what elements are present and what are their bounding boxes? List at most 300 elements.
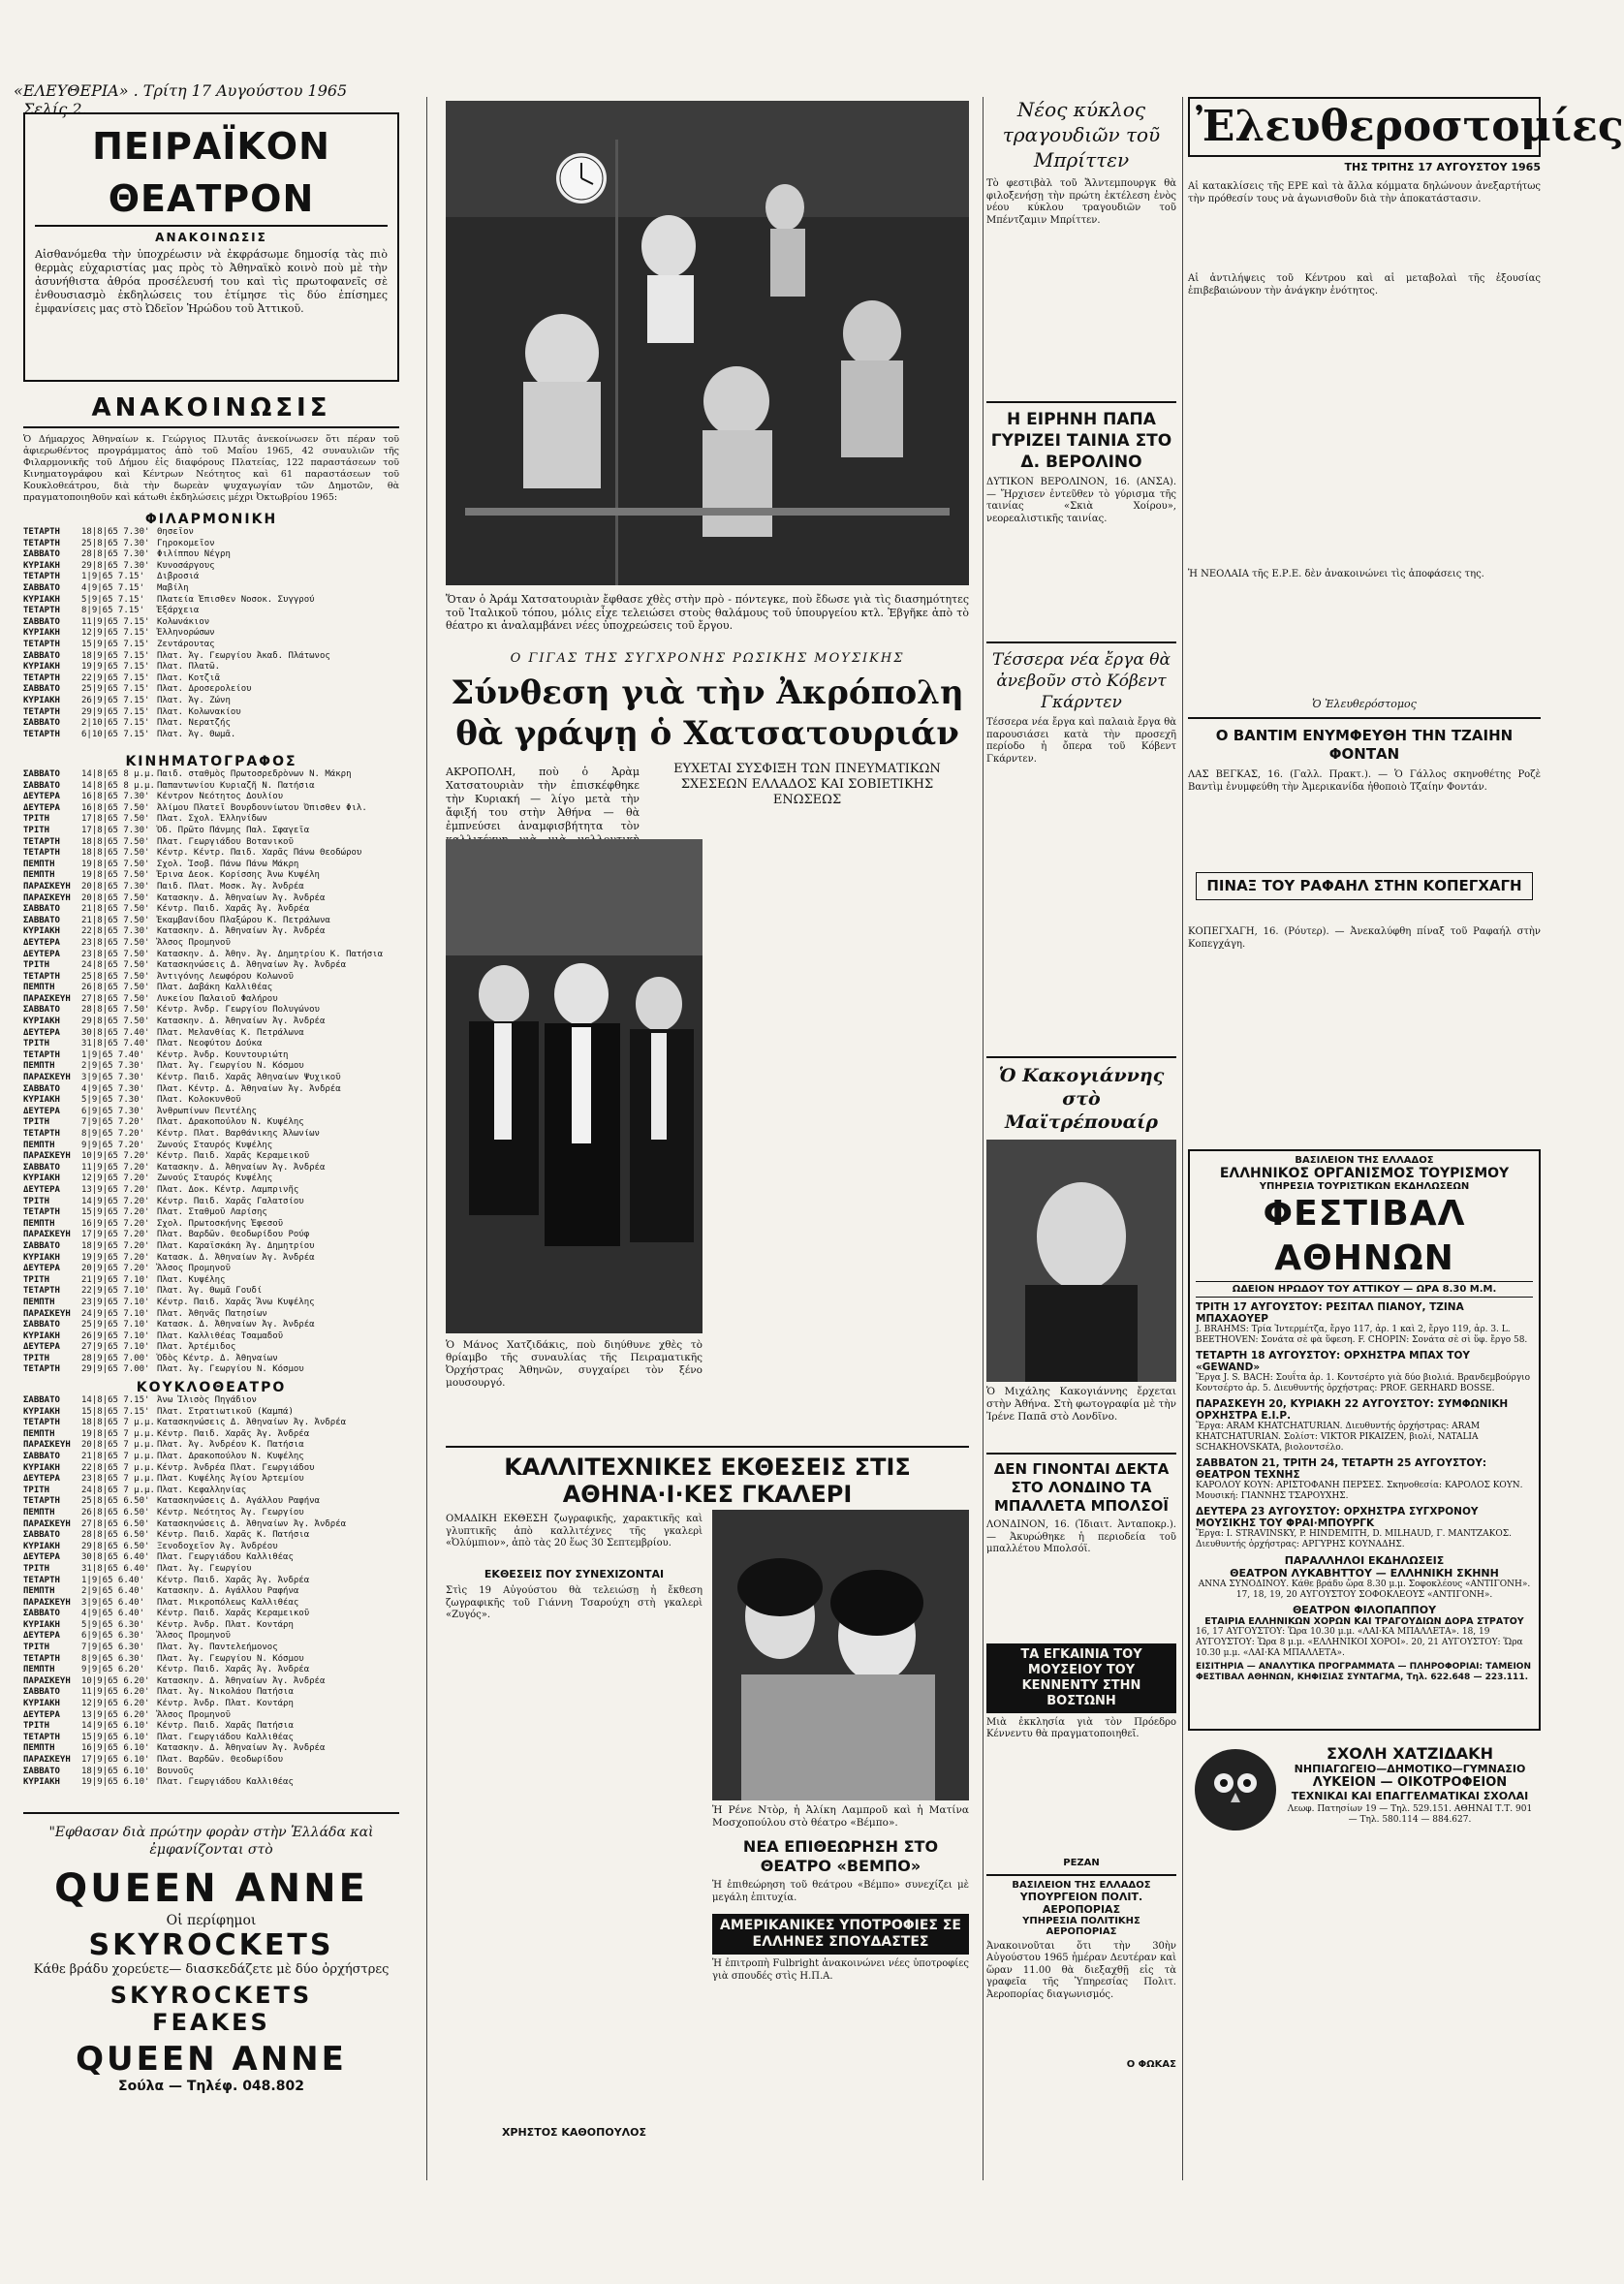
vembo-photo-drawing xyxy=(712,1510,969,1800)
puppet-place: Κέντρ. Παιδ. Χαρᾶς Ἀγ. Ἀνδρέα xyxy=(157,1665,310,1675)
puppet-row xyxy=(23,1452,399,1463)
philharmonic-time: 15|9|65 7.15' xyxy=(81,639,150,649)
cinema-row xyxy=(23,950,399,961)
puppet-time: 15|9|65 6.10' xyxy=(81,1732,150,1742)
festival-event-details: Ἔργα: I. STRAVINSKY, P. HINDEMITH, D. MILHAUD, Γ. ΜΑΝΤΖΑΚΟΣ. Διευθυντής ὀρχήστρας: ΑΡΓΥΡΗΣ ΚΟΥΝΑΔΗΣ. xyxy=(1196,1529,1512,1549)
puppet-row xyxy=(23,1643,399,1654)
puppet-place: Κέντρ. Ἀνδρ. Πλατ. Κοντάρη xyxy=(157,1619,294,1630)
exhibitions-body-2: Στὶς 19 Αὐγούστου θὰ τελειώσῃ ἡ ἔκθεση ζωγραφικῆς τοῦ Γιάννη Τσαρούχη στὴ γκαλερὶ «Ζυγός». xyxy=(446,1585,703,1620)
puppet-place: Κέντρ. Παιδ. Χαρᾶς Πατήσια xyxy=(157,1721,294,1732)
puppet-place: Ἄλσος Προμηνοῦ xyxy=(157,1631,231,1642)
school-line-2: ΛΥΚΕΙΟΝ — ΟΙΚΟΤΡΟΦΕΙΟΝ xyxy=(1312,1775,1508,1790)
eleftherostomies-title: Ἐλευθεροστομίες xyxy=(1196,102,1624,151)
cinema-day: ΔΕΥΤΕΡΑ xyxy=(23,949,60,959)
cinema-day: ΔΕΥΤΕΡΑ xyxy=(23,1027,60,1038)
lycabettus-body: ΑΝΝΑ ΣΥΝΟΔΙΝΟΥ. Κάθε βράδυ ὥρα 8.30 μ.μ. Σοφοκλέους «ΑΝΤΙΓΟΝΗ». xyxy=(1198,1580,1531,1589)
puppet-place: Κέντρ. Παιδ. Χαρᾶς Κεραμεικοῦ xyxy=(157,1609,310,1619)
cinema-day: ΠΕΜΠΤΗ xyxy=(23,1297,55,1307)
puppet-time: 4|9|65 6.40' xyxy=(81,1609,145,1619)
cinema-row xyxy=(23,1151,399,1163)
cinema-place: Πλατ. Κυψέλης xyxy=(157,1274,226,1285)
cinema-place: Πλατ. Ἀγ. Θωμᾶ Γουδί xyxy=(157,1286,263,1297)
puppet-row xyxy=(23,1552,399,1564)
cinema-time: 26|9|65 7.10' xyxy=(81,1330,150,1341)
philharmonic-place: Ἐξάρχεια xyxy=(157,606,200,616)
cinema-day: ΤΡΙΤΗ xyxy=(23,1274,50,1285)
puppet-time: 18|8|65 7 μ.μ. xyxy=(81,1418,155,1428)
cinema-row xyxy=(23,792,399,803)
column-3 xyxy=(986,97,1176,2190)
announcement-title: ΑΝΑΚΟΙΝΩΣΙΣ xyxy=(23,393,399,428)
puppet-day: ΣΑΒΒΑΤΟ xyxy=(23,1766,60,1776)
school-ad xyxy=(1188,1738,1541,1864)
puppet-day: ΠΕΜΠΤΗ xyxy=(23,1665,55,1675)
cinema-day: ΠΑΡΑΣΚΕΥΗ xyxy=(23,892,71,903)
philharmonic-row xyxy=(23,549,399,561)
vembo-photo xyxy=(712,1510,969,1800)
queen-anne-ad xyxy=(23,1812,399,2171)
puppet-time: 17|9|65 6.10' xyxy=(81,1755,150,1765)
cinema-day: ΚΥΡΙΑΚΗ xyxy=(23,1095,60,1106)
owl-logo-icon xyxy=(1194,1748,1277,1831)
philharmonic-place: Φιλίππου Νέγρη xyxy=(157,549,231,560)
puppet-time: 26|8|65 6.50' xyxy=(81,1507,150,1517)
puppet-row xyxy=(23,1564,399,1576)
philharmonic-row xyxy=(23,583,399,595)
puppet-place: Πλατ. Ἀγ. Γεωργίου Ν. Κόσμου xyxy=(157,1653,304,1664)
cinema-place: Παπαντωνίου Κυριαζῆ Ν. Πατήσια xyxy=(157,780,315,791)
queen-every-night: Κάθε βράδυ χορεύετε— διασκεδάζετε μὲ δύο ὀρχήστρες xyxy=(33,1962,390,1977)
puppet-day: ΤΕΤΑΡΤΗ xyxy=(23,1418,60,1428)
cinema-place: Ζωνούς Σταυρός Κυψέλης xyxy=(157,1173,273,1184)
queen-anne-title-2: QUEEN ANNE xyxy=(76,2040,347,2079)
cinema-place: Πλατ. Ἀθηνᾶς Πατησίων xyxy=(157,1308,267,1319)
lycabettus-dates: 17, 18, 19, 20 ΑΥΓΟΥΣΤΟΥ ΣΟΦΟΚΛΕΟΥΣ «ΑΝΤΙΓΟΝΗ». xyxy=(1235,1590,1493,1600)
puppet-time: 3|9|65 6.40' xyxy=(81,1597,145,1608)
exhibitions-body: ΟΜΑΔΙΚΗ ΕΚΘΕΣΗ ζωγραφικῆς, χαρακτικῆς καὶ γλυπτικῆς ἀπὸ καλλιτέχνες τῆς γκαλερὶ «Ὀλύμπιον», ἀπὸ τὰς 20 ἕως 30 Σεπτεμβρίου. xyxy=(446,1514,703,1549)
cinema-row xyxy=(23,1163,399,1174)
cinema-day: ΣΑΒΒΑΤΟ xyxy=(23,769,60,779)
cinema-row xyxy=(23,826,399,837)
puppet-time: 9|9|65 6.20' xyxy=(81,1665,145,1675)
philharmonic-time: 18|8|65 7.30' xyxy=(81,527,150,537)
puppet-day: ΣΑΒΒΑΤΟ xyxy=(23,1395,60,1405)
cinema-place: Πλατ. Δρακοπούλου Ν. Κυψέλης xyxy=(157,1117,304,1128)
peace-headline: Η ΕΙΡΗΝΗ ΠΑΠΑ ΓΥΡΙΖΕΙ ΤΑΙΝΙΑ ΣΤΟ Δ. ΒΕΡΟΛΙΝΟ xyxy=(990,410,1172,472)
cinema-time: 29|9|65 7.00' xyxy=(81,1364,150,1375)
cinema-time: 17|8|65 7.30' xyxy=(81,825,150,835)
puppet-row xyxy=(23,1687,399,1699)
puppet-time: 7|9|65 6.30' xyxy=(81,1643,145,1653)
puppet-row xyxy=(23,1699,399,1710)
cinema-day: ΠΑΡΑΣΚΕΥΗ xyxy=(23,881,71,892)
puppet-day: ΚΥΡΙΑΚΗ xyxy=(23,1462,60,1473)
puppet-time: 21|8|65 7 μ.μ. xyxy=(81,1451,155,1461)
aviation-signature: Ο ΦΩΚΑΣ xyxy=(1126,2059,1176,2070)
puppet-place: Κέντρ. Νεότητος Ἀγ. Γεωργίου xyxy=(157,1507,304,1517)
puppet-row xyxy=(23,1440,399,1452)
cinema-day: ΠΑΡΑΣΚΕΥΗ xyxy=(23,1073,71,1083)
cinema-place: Πλατ. Ἀγ. Γεωργίου Ν. Κόσμου xyxy=(157,1061,304,1072)
puppet-place: Ἄλσος Προμηνοῦ xyxy=(157,1709,231,1720)
cinema-time: 19|9|65 7.20' xyxy=(81,1252,150,1263)
cinema-place: Κατασκ. Δ. Ἀθηναίων Ἀγ. Ἀνδρέα xyxy=(157,1320,315,1330)
raphael-body: ΚΟΠΕΓΧΑΓΗ, 16. (Ρόυτερ). — Ἀνεκαλύφθη πίναξ τοῦ Ραφαήλ στὴν Κοπεγχάγη. xyxy=(1188,926,1541,950)
philharmonic-row xyxy=(23,707,399,719)
puppet-day: ΔΕΥΤΕΡΑ xyxy=(23,1552,60,1563)
philharmonic-day: ΚΥΡΙΑΚΗ xyxy=(23,594,60,605)
cinema-row xyxy=(23,1264,399,1275)
cinema-row xyxy=(23,870,399,882)
eleftherostomies-p2: Αἱ ἀντιλήψεις τοῦ Κέντρου καὶ αἱ μεταβολαὶ τῆς ἐξουσίας ἐπιβεβαιώνουν τὴν ἀνάγκην ἐνότητος. xyxy=(1188,273,1541,297)
philharmonic-time: 8|9|65 7.15' xyxy=(81,606,145,616)
puppet-row xyxy=(23,1598,399,1610)
britten-headline: Νέος κύκλος τραγουδιῶν τοῦ Μπρίττεν xyxy=(1002,98,1161,172)
puppet-place: Πλατ. Στρατιωτικοῦ (Καμπά) xyxy=(157,1406,294,1417)
puppet-time: 8|9|65 6.30' xyxy=(81,1653,145,1664)
puppet-row xyxy=(23,1519,399,1531)
philharmonic-place: Κολωνάκιον xyxy=(157,616,210,627)
aviation-ministry: ΥΠΟΥΡΓΕΙΟΝ ΠΟΛΙΤ. ΑΕΡΟΠΟΡΙΑΣ xyxy=(1019,1890,1143,1916)
cinema-row xyxy=(23,916,399,927)
philharmonic-place: Πλατ. Δροσερολείου xyxy=(157,684,252,695)
fonda-body: ΛΑΣ ΒΕΓΚΑΣ, 16. (Γαλλ. Πρακτ.). — Ὁ Γάλλος σκηνοθέτης Ροζὲ Βαντὶμ ἐνυμφεύθη τὴν Ἀμερικανίδα ἠθοποιὸ Τζαίην Φοντάν. xyxy=(1188,769,1541,793)
cinema-place: Σχολ. Ἰσοβ. Πάνω Πάνω Μάκρη xyxy=(157,859,299,869)
raphael-headline: ΠΙΝΑΞ ΤΟΥ ΡΑΦΑΗΛ ΣΤΗΝ ΚΟΠΕΓΧΑΓΗ xyxy=(1206,877,1522,894)
issue-date: . Τρίτη 17 Αυγούστου 1965 xyxy=(133,81,348,100)
cinema-time: 8|9|65 7.20' xyxy=(81,1129,145,1139)
puppet-place: Ἀνω Ἰλισὸς Πηγάδιον xyxy=(157,1395,257,1405)
puppet-time: 1|9|65 6.40' xyxy=(81,1575,145,1585)
announcement-text: Ὁ Δήμαρχος Ἀθηναίων κ. Γεώργιος Πλυτᾶς ἀνεκοίνωσεν ὅτι πέραν τοῦ ἀφιερωθέντος προγράμματος ἀπὸ τοῦ Μαΐου 1965, 42 συναυλιῶν τῆς Φιλαρμονικῆς τοῦ Δήμου ἐἰς διαφόρους Πλατείας, 122 παραστάσεων τοῦ Κινηματογράφου καὶ Κέντρων Νεότητος καὶ 61 παραστάσεων τοῦ Κουκλοθεάτρου, διὰ τὴν δωρεὰν ψυχαγωγίαν τῶν Δημοτῶν, θὰ πραγματοποιηθοῦν καὶ κάτωθι ἐκδηλώσεις μέχρι Ὀκτωβρίου 1965: xyxy=(23,434,399,503)
eleftherostomies-p1: Αἱ κατακλίσεις τῆς ΕΡΕ καὶ τὰ ἄλλα κόμματα δηλώνουν ἀνεξαρτήτως τὴν πρόθεσίν τους νὰ ἀγωνισθοῦν διὰ τὴν ἀποκατάστασιν. xyxy=(1188,181,1541,204)
puppet-day: ΚΥΡΙΑΚΗ xyxy=(23,1541,60,1551)
puppet-row xyxy=(23,1463,399,1475)
cinema-day: ΠΕΜΠΤΗ xyxy=(23,1140,55,1150)
philharmonic-time: 29|8|65 7.30' xyxy=(81,560,150,571)
philharmonic-row xyxy=(23,718,399,730)
philharmonic-row xyxy=(23,628,399,640)
cinema-time: 18|9|65 7.20' xyxy=(81,1240,150,1251)
puppet-day: ΠΑΡΑΣΚΕΥΗ xyxy=(23,1597,71,1608)
cinema-place: Πλατ. Σχολ. Ἐλληνίδων xyxy=(157,814,267,825)
cinema-time: 28|8|65 7.50' xyxy=(81,1005,150,1016)
cinema-day: ΚΥΡΙΑΚΗ xyxy=(23,1017,60,1027)
cinema-time: 6|9|65 7.30' xyxy=(81,1106,145,1116)
puppet-place: Κατασκην. Δ. Ἀθηναίων Ἀγ. Ἀνδρέα xyxy=(157,1743,326,1754)
philharmonic-place: Ἐλληνορώσων xyxy=(157,628,215,639)
puppet-row xyxy=(23,1508,399,1519)
cinema-time: 25|9|65 7.10' xyxy=(81,1320,150,1330)
puppet-place: Κέντρ. Παιδ. Χαρᾶς Κ. Πατήσια xyxy=(157,1530,310,1541)
festival-event-heading: ΤΕΤΑΡΤΗ 18 ΑΥΓΟΥΣΤΟΥ: ΟΡΧΗΣΤΡΑ ΜΠΑΧ ΤΟΥ «GEWAND» xyxy=(1196,1350,1470,1373)
cinema-day: ΠΕΜΠΤΗ xyxy=(23,983,55,993)
philharmonic-row xyxy=(23,572,399,583)
philharmonic-time: 29|9|65 7.15' xyxy=(81,706,150,717)
philopappou-sub: ΕΤΑΙΡΙΑ ΕΛΛΗΝΙΚΩΝ ΧΟΡΩΝ ΚΑΙ ΤΡΑΓΟΥΔΙΩΝ ΔΟΡΑ ΣΤΡΑΤΟΥ xyxy=(1204,1616,1524,1627)
philharmonic-day: ΣΑΒΒΑΤΟ xyxy=(23,616,60,627)
philharmonic-day: ΚΥΡΙΑΚΗ xyxy=(23,628,60,639)
philharmonic-row xyxy=(23,696,399,707)
cinema-day: ΠΕΜΠΤΗ xyxy=(23,1218,55,1229)
cinema-place: Κατασκην. Δ. Ἀθηναίων Ἀγ. Ἀνδρέα xyxy=(157,892,326,903)
kakoyannis-photo-drawing xyxy=(986,1140,1176,1382)
cinema-time: 21|9|65 7.10' xyxy=(81,1274,150,1285)
cinema-day: ΚΥΡΙΑΚΗ xyxy=(23,1173,60,1184)
puppet-row xyxy=(23,1496,399,1508)
puppet-time: 19|8|65 7 μ.μ. xyxy=(81,1428,155,1439)
vembo-body: Ἡ ἐπιθεώρηση τοῦ θεάτρου «Βέμπο» συνεχίζει μὲ μεγάλη ἐπιτυχία. xyxy=(712,1880,969,1903)
athens-festival-ad xyxy=(1188,1149,1541,1731)
cinema-time: 21|8|65 7.50' xyxy=(81,904,150,915)
puppet-day: ΔΕΥΤΕΡΑ xyxy=(23,1709,60,1720)
puppet-place: Πλατ. Ἀγ. Παντελεήμονος xyxy=(157,1643,278,1653)
cinema-row xyxy=(23,1061,399,1073)
puppet-place: Πλατ. Ἀγ. Νικολάου Πατήσια xyxy=(157,1687,294,1698)
festival-dept: ΥΠΗΡΕΣΙΑ ΤΟΥΡΙΣΤΙΚΩΝ ΕΚΔΗΛΩΣΕΩΝ xyxy=(1259,1181,1470,1192)
cinema-time: 31|8|65 7.40' xyxy=(81,1039,150,1049)
puppet-day: ΠΕΜΠΤΗ xyxy=(23,1428,55,1439)
puppet-time: 31|8|65 6.40' xyxy=(81,1563,150,1574)
puppet-time: 10|9|65 6.20' xyxy=(81,1675,150,1686)
puppet-time: 30|8|65 6.40' xyxy=(81,1552,150,1563)
cinema-place: Παιδ. Πλατ. Μοσκ. Ἀγ. Ἀνδρέα xyxy=(157,881,304,892)
philharmonic-time: 19|9|65 7.15' xyxy=(81,662,150,673)
philharmonic-row xyxy=(23,684,399,696)
school-address: Λεωφ. Πατησίων 19 — Τηλ. 529.151. ΑΘΗΝΑΙ Τ.Τ. 901 — Τηλ. 580.114 — 884.627. xyxy=(1287,1804,1533,1825)
cinema-time: 7|9|65 7.20' xyxy=(81,1117,145,1128)
puppet-row xyxy=(23,1407,399,1419)
cinema-day: ΣΑΒΒΑΤΟ xyxy=(23,1162,60,1173)
cinema-row xyxy=(23,1364,399,1376)
puppet-place: Ξενοδοχεῖον Ἀγ. Ἀνδρέου xyxy=(157,1541,278,1551)
cinema-place: Κατασκηνώσεις Δ. Ἀθηναίων Ἀγ. Ἀνδρέα xyxy=(157,960,347,971)
philharmonic-row xyxy=(23,640,399,651)
philharmonic-row xyxy=(23,606,399,617)
puppet-row xyxy=(23,1576,399,1587)
philharmonic-row xyxy=(23,730,399,741)
puppet-place: Πλατ. Δρακοπούλου Ν. Κυψέλης xyxy=(157,1451,304,1461)
puppet-place: Πλατ. Γεωργιάδου Καλλιθέας xyxy=(157,1552,294,1563)
philharmonic-row xyxy=(23,617,399,629)
philharmonic-row xyxy=(23,527,399,539)
puppet-time: 24|8|65 7 μ.μ. xyxy=(81,1485,155,1495)
cinema-time: 14|8|65 8 μ.μ. xyxy=(81,769,155,779)
cinema-time: 15|9|65 7.20' xyxy=(81,1207,150,1218)
philharmonic-time: 12|9|65 7.15' xyxy=(81,628,150,639)
cinema-row xyxy=(23,1141,399,1152)
cinema-row xyxy=(23,1005,399,1017)
cinema-row xyxy=(23,960,399,972)
puppet-time: 14|9|65 6.10' xyxy=(81,1721,150,1732)
cinema-row xyxy=(23,1039,399,1050)
philharmonic-title: ΦΙΛΑΡΜΟΝΙΚΗ xyxy=(144,512,278,527)
philharmonic-time: 28|8|65 7.30' xyxy=(81,549,150,560)
cinema-time: 23|8|65 7.50' xyxy=(81,949,150,959)
newspaper-name: «ΕΛΕΥΘΕΡΙΑ» xyxy=(14,81,129,100)
puppet-day: ΠΕΜΠΤΗ xyxy=(23,1586,55,1597)
cinema-place: Κέντρ. Παιδ. Χαρᾶς Γαλατσίου xyxy=(157,1196,304,1206)
puppet-day: ΠΕΜΠΤΗ xyxy=(23,1507,55,1517)
puppet-row xyxy=(23,1721,399,1733)
puppet-place: Πλατ. Γεωργιάδου Καλλιθέας xyxy=(157,1777,294,1788)
queen-phone: Σούλα — Τηλέφ. 048.802 xyxy=(118,2079,304,2094)
cinema-time: 22|9|65 7.10' xyxy=(81,1286,150,1297)
cinema-time: 24|9|65 7.10' xyxy=(81,1308,150,1319)
puppet-time: 13|9|65 6.20' xyxy=(81,1709,150,1720)
cinema-place: Ὁδὸς Κέντρ. Δ. Ἀθηναίων xyxy=(157,1353,278,1363)
cinema-place: Πλατ. Μελανθίας Κ. Πετράλωνα xyxy=(157,1027,304,1038)
cinema-day: ΤΕΤΑΡΤΗ xyxy=(23,1364,60,1375)
philharmonic-place: Γηροκομεῖον xyxy=(157,538,215,548)
puppet-place: Πλατ. Ἀγ. Ἀνδρέου Κ. Πατήσια xyxy=(157,1440,304,1451)
khachaturian-body: ΑΚΡΟΠΟΛΗ, ποὺ ὁ Ἀρὰμ Χατσατουριὰν τὴν ἐπισκέφθηκε τὴν Κυριακή — λίγο μετὰ τὴν ἄφιξή του στὴν Ἀθήνα — θὰ ἐμπνεύσει ἀναμφισβήτητα τὸν xyxy=(446,766,640,832)
queen-famous: Οἱ περίφημοι xyxy=(166,1913,257,1928)
puppet-day: ΤΡΙΤΗ xyxy=(23,1721,50,1732)
fonda-headline: Ο ΒΑΝΤΙΜ ΕΝΥΜΦΕΥΘΗ ΤΗΝ ΤΖΑΙΗΝ ΦΟΝΤΑΝ xyxy=(1215,727,1514,763)
bolshoi-headline: ΔΕΝ ΓΙΝΟΝΤΑΙ ΔΕΚΤΑ ΣΤΟ ΛΟΝΔΙΝΟ ΤΑ ΜΠΑΛΛΕΤΑ ΜΠΟΛΣΟΪ xyxy=(993,1460,1170,1515)
covent-garden-body: Τέσσερα νέα ἔργα καὶ παλαιὰ ἔργα θὰ παρουσιάσει κατὰ τὴν προσεχῆ περίοδο ἡ ὄπερα τοῦ Κόβεντ Γκάρντεν. xyxy=(986,717,1176,765)
cinema-place: Κατασκ. Δ. Ἀθηναίων Ἀγ. Ἀνδρέα xyxy=(157,1252,315,1263)
cinema-time: 23|8|65 7.50' xyxy=(81,937,150,948)
exhibitions-author: ΧΡΗΣΤΟΣ ΚΑΘΟΠΟΥΛΟΣ xyxy=(501,2126,647,2139)
school-text xyxy=(1285,1744,1535,1826)
cinema-time: 17|8|65 7.50' xyxy=(81,814,150,825)
scholarships-body: Ἡ ἐπιτροπὴ Fulbright ἀνακοινώνει νέες ὑποτροφίες γιὰ σπουδές στὶς Η.Π.Α. xyxy=(712,1958,969,1982)
column-divider xyxy=(426,97,427,2180)
cinema-day: ΣΑΒΒΑΤΟ xyxy=(23,1240,60,1251)
piraeus-text: Αἰσθανόμεθα τὴν ὑποχρέωσιν νὰ ἐκφράσωμε δημοσίᾳ τὰς πιὸ θερμὰς εὐχαριστίας μας πρὸς τὸ Ἀθηναϊκὸ κοινὸ ποὺ μὲ τὴν ἀσυνήθιστα ἀθρόα προσέλευσή του καὶ τὶς πρωτοφανεῖς σὲ ἐνθουσιασμὸ ἐκδηλώσεις του ἐτίμησε τὶς δύο ἐπίσημες ἐμφανίσεις μας στὸ Ὠδεῖον Ἡρώδου τοῦ Ἀττικοῦ. xyxy=(35,248,388,315)
festival-venue: ΩΔΕΙΟΝ ΗΡΩΔΟΥ ΤΟΥ ΑΤΤΙΚΟΥ — ΩΡΑ 8.30 Μ.Μ. xyxy=(1196,1281,1533,1298)
cinema-row xyxy=(23,938,399,950)
cinema-place: Κέντρ. Παιδ. Χαρᾶς Ἀγ. Ἀνδρέα xyxy=(157,904,310,915)
cinema-day: ΔΕΥΤΕΡΑ xyxy=(23,1264,60,1274)
cinema-time: 18|8|65 7.50' xyxy=(81,848,150,859)
cinema-day: ΤΕΤΑΡΤΗ xyxy=(23,1049,60,1060)
cinema-time: 21|8|65 7.50' xyxy=(81,915,150,925)
puppet-row xyxy=(23,1743,399,1755)
scholarships-box xyxy=(712,1914,969,1955)
school-line-1: ΝΗΠΙΑΓΩΓΕΙΟ—ΔΗΜΟΤΙΚΟ—ΓΥΜΝΑΣΙΟ xyxy=(1294,1763,1526,1775)
lycabettus-head: ΘΕΑΤΡΟΝ ΛΥΚΑΒΗΤΤΟΥ — ΕΛΛΗΝΙΚΗ ΣΚΗΝΗ xyxy=(1230,1567,1499,1580)
cinema-time: 3|9|65 7.30' xyxy=(81,1073,145,1083)
philharmonic-row xyxy=(23,539,399,550)
festival-event-heading: ΠΑΡΑΣΚΕΥΗ 20, ΚΥΡΙΑΚΗ 22 ΑΥΓΟΥΣΤΟΥ: ΣΥΜΦΩΝΙΚΗ ΟΡΧΗΣΤΡΑ Ε.Ι.Ρ. xyxy=(1196,1398,1509,1422)
puppet-row xyxy=(23,1777,399,1789)
cinema-time: 29|8|65 7.50' xyxy=(81,1017,150,1027)
puppet-time: 29|8|65 6.50' xyxy=(81,1541,150,1551)
cinema-place: Κέντρ. Παιδ. Χαρᾶς Ἄνω Κυψέλης xyxy=(157,1297,315,1307)
cinema-place: Κέντρ. Παιδ. Χαρᾶς Ἀθηναίων Ψυχικοῦ xyxy=(157,1073,341,1083)
column-2 xyxy=(438,93,977,2186)
cinema-row xyxy=(23,1298,399,1309)
peace-body: ΔΥΤΙΚΟΝ ΒΕΡΟΛΙΝΟΝ, 16. (ΑΝΣΑ). — Ἤρχισεν ἐντεῦθεν τὸ γύρισμα τῆς ταινίας «Σκιὰ Χοίρου», νεορεαλιστικῆς ταινίας. xyxy=(986,477,1176,524)
cinema-day: ΤΡΙΤΗ xyxy=(23,1039,50,1049)
puppet-row xyxy=(23,1609,399,1620)
philharmonic-place: Διβροσιά xyxy=(157,572,200,582)
cinema-day: ΠΕΜΠΤΗ xyxy=(23,859,55,869)
puppet-day: ΠΑΡΑΣΚΕΥΗ xyxy=(23,1755,71,1765)
puppet-time: 18|9|65 6.10' xyxy=(81,1766,150,1776)
cinema-day: ΚΥΡΙΑΚΗ xyxy=(23,1330,60,1341)
cinema-time: 12|9|65 7.20' xyxy=(81,1173,150,1184)
puppet-day: ΔΕΥΤΕΡΑ xyxy=(23,1474,60,1485)
festival-title: ΦΕΣΤΙΒΑΛ ΑΘΗΝΩΝ xyxy=(1263,1194,1466,1278)
puppet-place: Κατασκηνώσεις Δ. Αγάλλου Ραφήνα xyxy=(157,1496,320,1507)
cinema-row xyxy=(23,814,399,826)
cinema-row xyxy=(23,1095,399,1107)
philharmonic-place: Πλατεία Ἐπισθεν Νοσοκ. Συγγρού xyxy=(157,594,315,605)
cinema-place: Ἄλσος Προμηνοῦ xyxy=(157,1264,231,1274)
puppet-place: Πλατ. Κεφαλληνίας xyxy=(157,1485,247,1495)
queen-act-1: SKYROCKETS xyxy=(88,1928,334,1962)
puppet-row xyxy=(23,1767,399,1778)
puppet-place: Πλατ. Μικροπόλεως Καλλιθέας xyxy=(157,1597,299,1608)
cinema-place: Ἀνθρωπίνων Πεντέλης xyxy=(157,1106,257,1116)
cinema-time: 30|8|65 7.40' xyxy=(81,1027,150,1038)
puppet-day: ΤΕΤΑΡΤΗ xyxy=(23,1653,60,1664)
eleftherostomies-box xyxy=(1188,97,1624,157)
philharmonic-place: Πλατ. Πλατῶ. xyxy=(157,662,221,673)
cinema-row xyxy=(23,1073,399,1084)
cinema-row xyxy=(23,1309,399,1321)
cinema-time: 20|9|65 7.20' xyxy=(81,1264,150,1274)
puppet-day: ΣΑΒΒΑΤΟ xyxy=(23,1609,60,1619)
philharmonic-time: 2|10|65 7.15' xyxy=(81,718,150,729)
cinema-place: Κατασκην. Δ. Ἀθηναίων Ἀγ. Ἀνδρέα xyxy=(157,1017,326,1027)
puppet-day: ΔΕΥΤΕΡΑ xyxy=(23,1631,60,1642)
cinema-row xyxy=(23,1107,399,1118)
puppet-row xyxy=(23,1474,399,1486)
cinema-row xyxy=(23,882,399,893)
cinema-day: ΤΡΙΤΗ xyxy=(23,1353,50,1363)
cinema-day: ΤΡΙΤΗ xyxy=(23,960,50,971)
khachaturian-article xyxy=(446,762,969,1389)
cinema-place: Ἐκαμβανίδου Πλαξώρου Κ. Πετράλωνα xyxy=(157,915,330,925)
cinema-day: ΠΑΡΑΣΚΕΥΗ xyxy=(23,1151,71,1162)
puppet-day: ΚΥΡΙΑΚΗ xyxy=(23,1777,60,1788)
philharmonic-time: 26|9|65 7.15' xyxy=(81,695,150,705)
cinema-day: ΔΕΥΤΕΡΑ xyxy=(23,792,60,802)
philharmonic-place: Πλατ. Κολωνακίου xyxy=(157,706,241,717)
cinema-place: Κέντρ. Ἀνδρ. Κουντουριώτη xyxy=(157,1049,289,1060)
philopappou-body: 16, 17 ΑΥΓΟΥΣΤΟΥ: Ὥρα 10.30 μ.μ. «ΛΑΙ·ΚΑ ΜΠΑΛΛΕΤΑ». 18, 19 ΑΥΓΟΥΣΤΟΥ: Ὥρα 8 μ.μ. «ΕΛΛΗΝΙΚΟΙ ΧΟΡΟΙ». 20, 21 ΑΥΓΟΥΣΤΟΥ: Ὥρα 10.30 μ.μ. «ΛΑΙ·ΚΑ ΜΠΑΛΛΕΤΑ». xyxy=(1196,1627,1523,1658)
cinema-row xyxy=(23,1017,399,1028)
school-name: ΣΧΟΛΗ ΧΑΤΖΙΔΑΚΗ xyxy=(1327,1744,1493,1763)
puppet-row xyxy=(23,1418,399,1429)
puppet-time: 15|8|65 7.15' xyxy=(81,1406,150,1417)
philharmonic-place: Ζεντάρουτας xyxy=(157,639,215,649)
cinema-time: 24|8|65 7.50' xyxy=(81,960,150,971)
queen-intro: "Εφθασαν διὰ πρώτην φορὰν στὴν Ἑλλάδα καὶ ἐμφανίζονται στὸ xyxy=(48,1825,374,1858)
cinema-place: Πλατ. Γεωργιάδου Βοτανικοῦ xyxy=(157,836,294,847)
puppet-row xyxy=(23,1710,399,1722)
puppet-place: Κέντρ. Παιδ. Χαρᾶς Ἀγ. Ἀνδρέα xyxy=(157,1428,310,1439)
orchestra-photo xyxy=(446,101,969,585)
cinema-row xyxy=(23,1197,399,1208)
puppet-day: ΣΑΒΒΑΤΟ xyxy=(23,1451,60,1461)
cinema-row xyxy=(23,1129,399,1141)
cinema-time: 18|8|65 7.50' xyxy=(81,836,150,847)
philharmonic-day: ΤΕΤΑΡΤΗ xyxy=(23,572,60,582)
kennedy-box xyxy=(986,1643,1176,1713)
eleftherostomies-date: ΤΗΣ ΤΡΙΤΗΣ 17 ΑΥΓΟΥΣΤΟΥ 1965 xyxy=(1344,161,1541,173)
philharmonic-day: ΣΑΒΒΑΤΟ xyxy=(23,582,60,593)
column-1 xyxy=(16,105,407,2178)
cinema-day: ΤΕΤΑΡΤΗ xyxy=(23,1129,60,1139)
cinema-row xyxy=(23,904,399,916)
cinema-place: Πλατ. Κολοκυνθοῦ xyxy=(157,1095,241,1106)
